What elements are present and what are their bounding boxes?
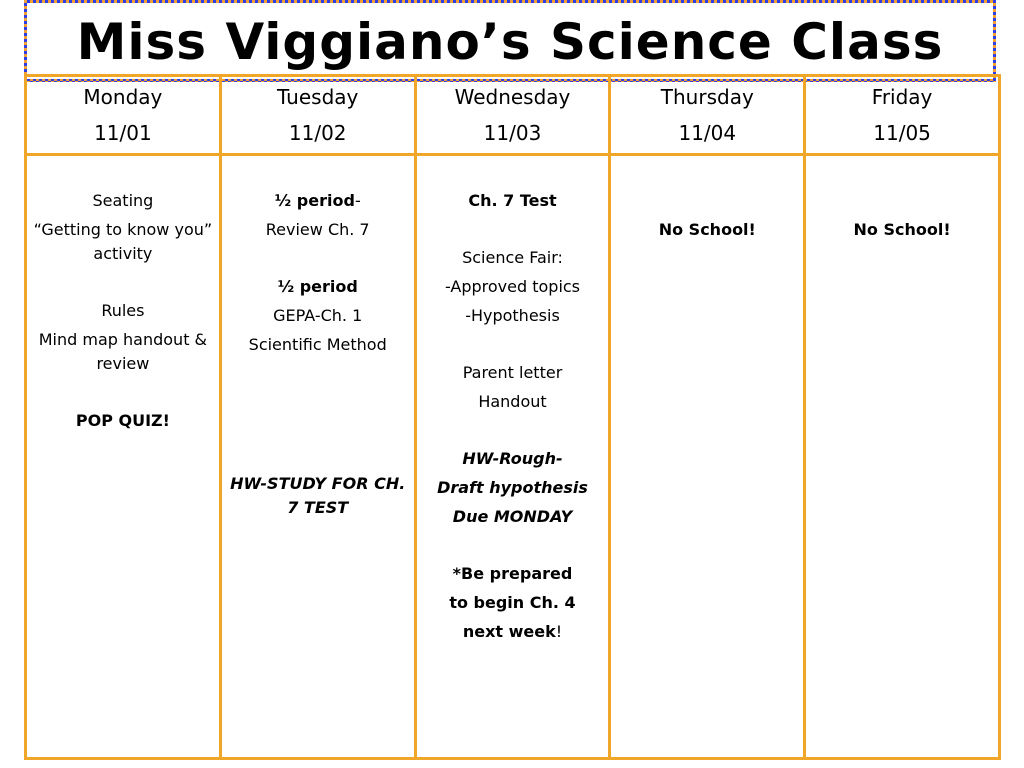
wednesday-science-fair: Science Fair:	[462, 248, 563, 267]
tuesday-half-period-1-suffix: -	[354, 191, 361, 210]
monday-cell	[26, 155, 221, 759]
day-header-wednesday	[415, 76, 610, 155]
wednesday-hw-line2: Draft hypothesis	[437, 478, 588, 497]
wednesday-hw-line1: HW-Rough-	[462, 449, 563, 468]
tuesday-half-period-2: ½ period	[277, 277, 358, 296]
wednesday-asterisk: *	[452, 564, 462, 583]
day-name: Thursday	[660, 85, 754, 109]
header-row	[26, 76, 1000, 155]
wednesday-test: Ch. 7 Test	[468, 191, 557, 210]
wednesday-next-week: next week	[462, 622, 556, 641]
wednesday-hypothesis: -Hypothesis	[465, 306, 560, 325]
day-header-tuesday	[220, 76, 415, 155]
monday-pop-quiz: POP QUIZ!	[75, 411, 170, 430]
activities-row	[26, 155, 1000, 759]
wednesday-hw-line3: Due MONDAY	[452, 507, 573, 526]
day-name: Friday	[871, 85, 933, 109]
wednesday-exclaim: !	[555, 622, 563, 641]
day-name: Wednesday	[454, 85, 571, 109]
monday-rules: Rules	[101, 301, 145, 320]
wednesday-approved-topics: -Approved topics	[444, 277, 581, 296]
day-date: 11/02	[288, 121, 347, 145]
day-date: 11/04	[678, 121, 737, 145]
title-banner	[24, 0, 996, 82]
tuesday-gepa: GEPA-Ch. 1	[273, 306, 363, 325]
wednesday-be-prepared: Be prepared	[461, 564, 573, 583]
tuesday-review: Review Ch. 7	[265, 220, 370, 239]
page-title: Miss Viggiano’s Science Class	[76, 13, 944, 71]
monday-getting-to-know: “Getting to know you” activity	[33, 220, 213, 263]
wednesday-to-begin: to begin Ch. 4	[449, 593, 576, 612]
day-date: 11/01	[94, 121, 152, 145]
tuesday-cell	[220, 155, 415, 759]
wednesday-handout: Handout	[478, 392, 547, 411]
thursday-note: No School!	[658, 220, 756, 239]
tuesday-half-period-1: ½ period	[274, 191, 355, 210]
day-name: Monday	[83, 85, 163, 109]
day-date: 11/05	[873, 121, 931, 145]
wednesday-parent-letter: Parent letter	[462, 363, 563, 382]
day-date: 11/03	[483, 121, 542, 145]
day-header-friday	[805, 76, 1000, 155]
tuesday-hw: HW-STUDY FOR CH. 7 TEST	[230, 474, 406, 517]
day-header-monday	[26, 76, 221, 155]
monday-seating: Seating	[92, 191, 154, 210]
thursday-cell	[610, 155, 805, 759]
wednesday-cell	[415, 155, 610, 759]
day-header-thursday	[610, 76, 805, 155]
friday-cell	[805, 155, 1000, 759]
tuesday-scientific-method: Scientific Method	[248, 335, 387, 354]
monday-mind-map: Mind map handout & review	[38, 330, 208, 373]
friday-note: No School!	[853, 220, 951, 239]
day-name: Tuesday	[277, 85, 359, 109]
schedule-table	[24, 74, 1001, 760]
